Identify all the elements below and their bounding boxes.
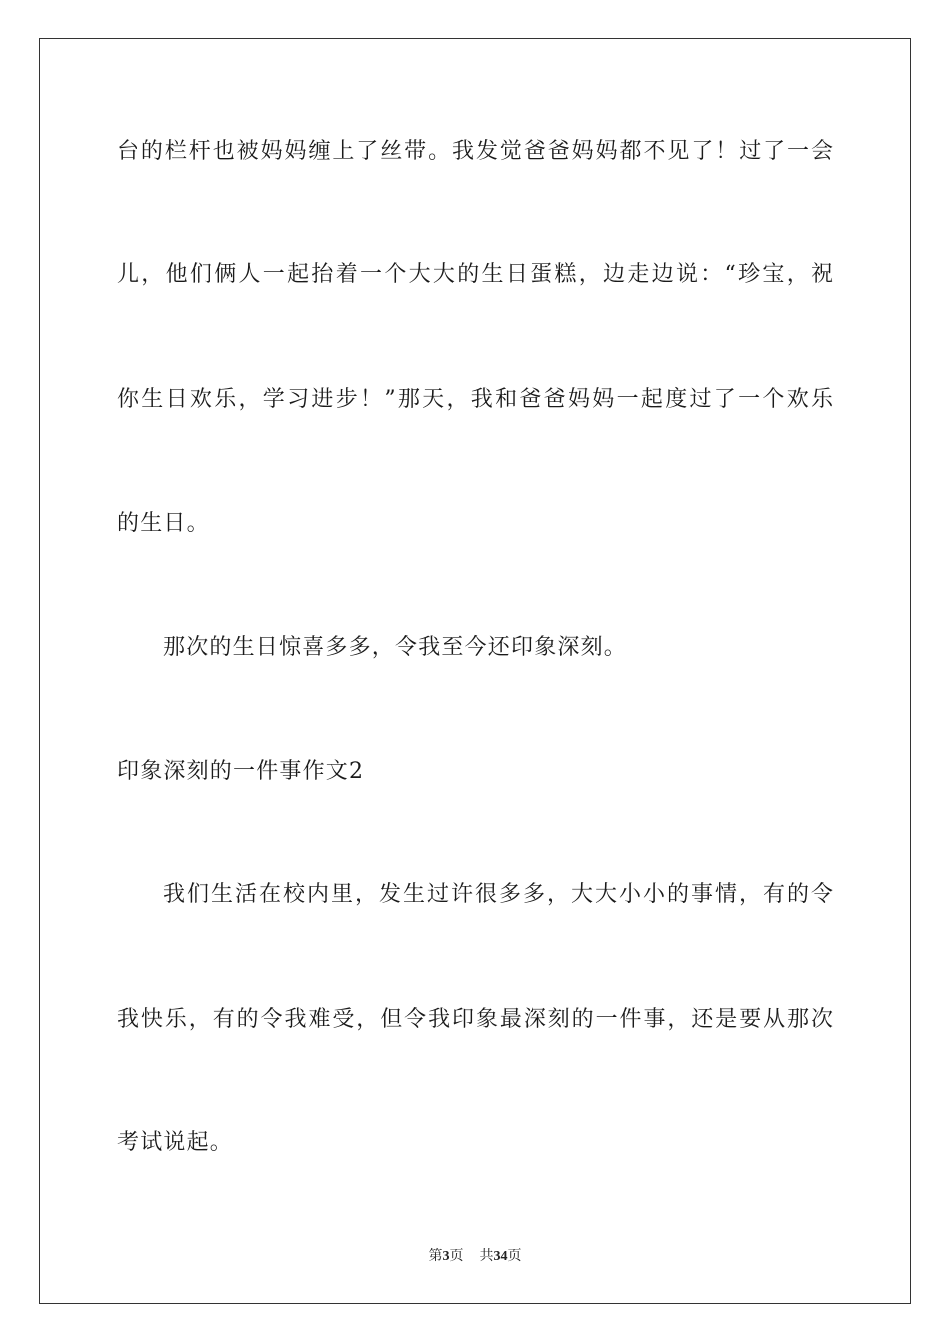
page-border xyxy=(39,38,911,1304)
footer-total-pages: 34 xyxy=(493,1249,508,1264)
paragraph-line-4: 的生日。 xyxy=(117,511,210,536)
paragraph-line-2: 儿，他们俩人一起抬着一个大大的生日蛋糕，边走边说：“珍宝，祝 xyxy=(117,262,833,287)
footer-page-number: 3 xyxy=(442,1249,450,1264)
paragraph-line-5: 那次的生日惊喜多多，令我至今还印象深刻。 xyxy=(163,635,628,660)
paragraph-line-6: 我们生活在校内里，发生过许很多多，大大小小的事情，有的令 xyxy=(163,882,833,907)
paragraph-line-1: 台的栏杆也被妈妈缠上了丝带。我发觉爸爸妈妈都不见了！过了一会 xyxy=(117,139,833,164)
footer-page-prefix: 第 xyxy=(428,1248,443,1264)
footer-total-suffix: 页 xyxy=(507,1248,522,1264)
footer-page-suffix: 页 xyxy=(449,1248,464,1264)
section-heading: 印象深刻的一件事作文2 xyxy=(117,759,365,784)
paragraph-line-7: 我快乐，有的令我难受，但令我印象最深刻的一件事，还是要从那次 xyxy=(117,1007,833,1032)
paragraph-line-8: 考试说起。 xyxy=(117,1130,234,1155)
page-footer xyxy=(0,1246,950,1267)
footer-total-prefix: 共 xyxy=(479,1248,494,1264)
paragraph-line-3: 你生日欢乐，学习进步！”那天，我和爸爸妈妈一起度过了一个欢乐 xyxy=(117,387,833,412)
